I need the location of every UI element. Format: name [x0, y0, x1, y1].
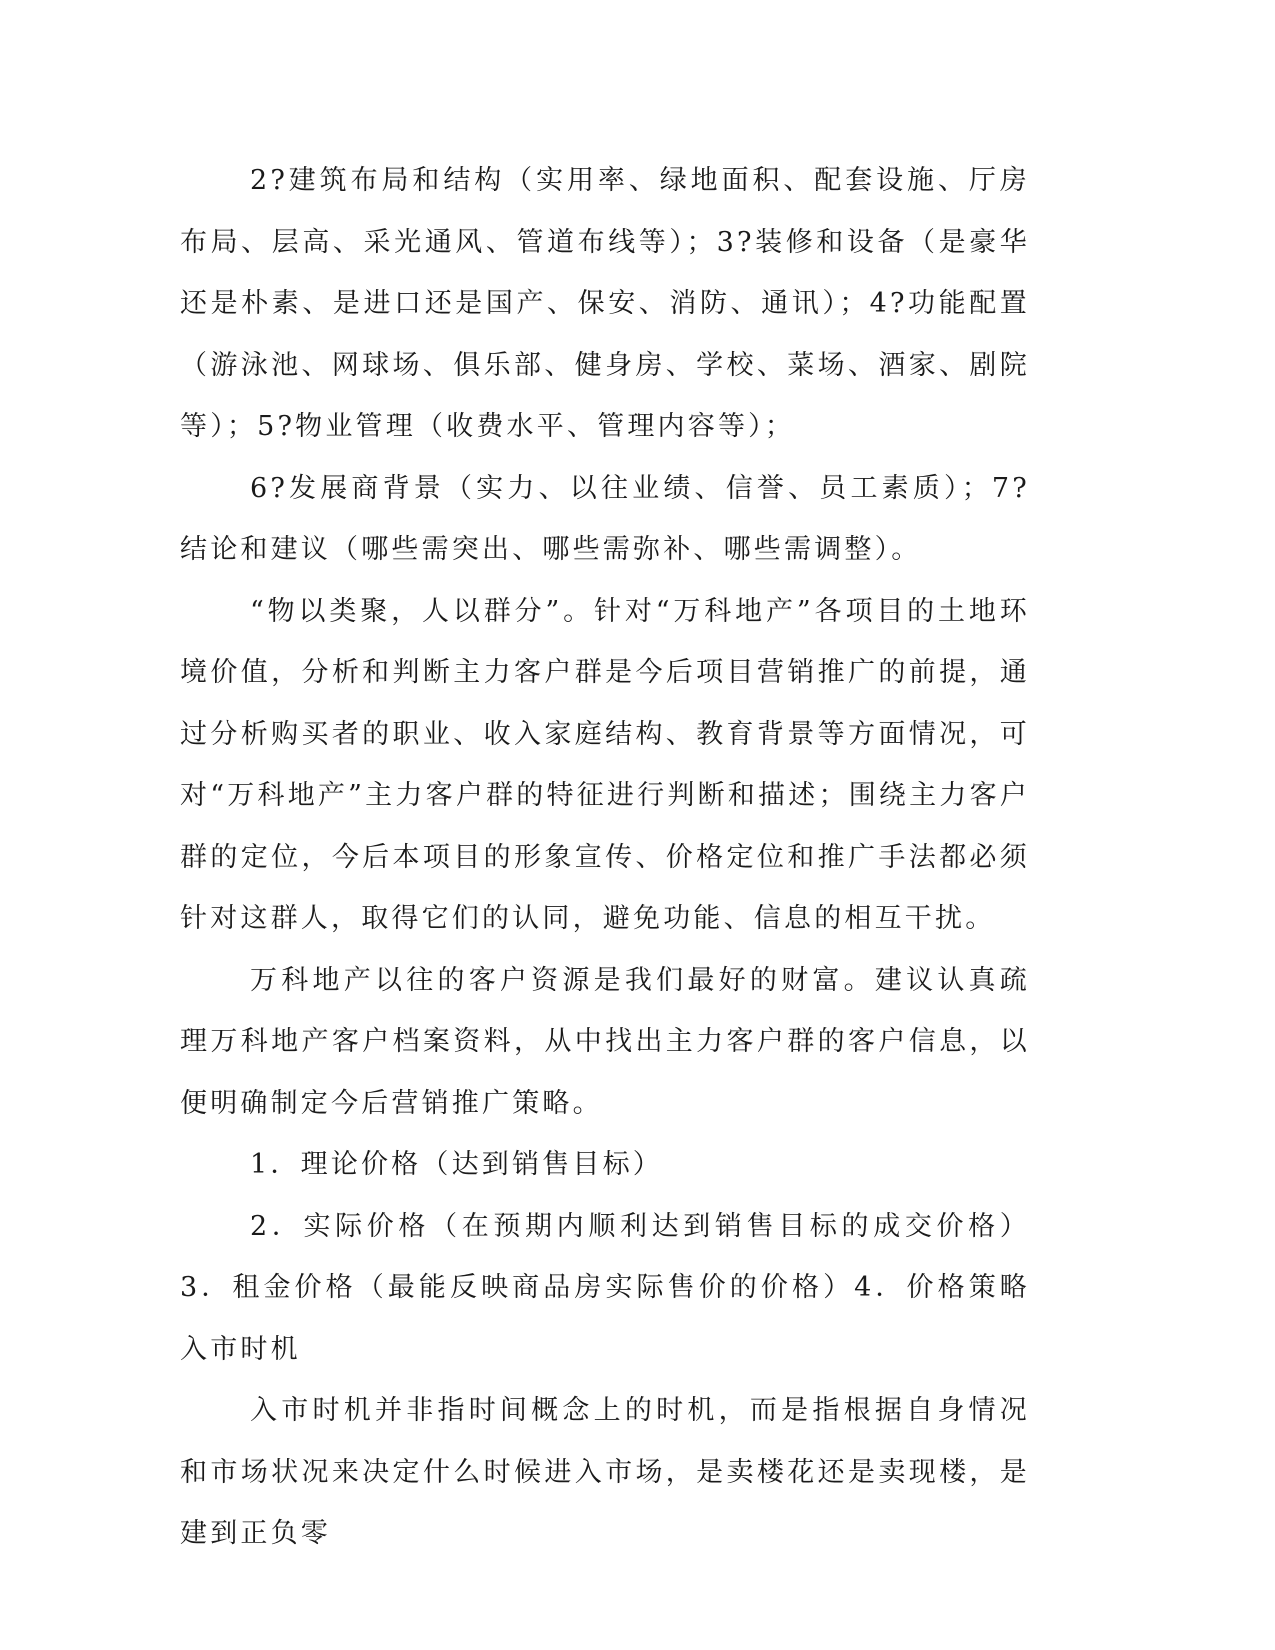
document-page — [180, 150, 1030, 1565]
paragraph-developer-background: 6?发展商背景（实力、以往业绩、信誉、员工素质）；7?结论和建议（哪些需突出、哪些需弥补、哪些需调整）。 — [180, 472, 1030, 565]
paragraph-building-layout: 2?建筑布局和结构（实用率、绿地面积、配套设施、厅房布局、层高、采光通风、管道布线等）；3?装修和设备（是豪华还是朴素、是进口还是国产、保安、消防、通讯）；4?功能配置（游泳池、网球场、俱乐部、健身房、学校、菜场、酒家、剧院等）；5?物业管理（收费水平、管理内容等）； — [180, 165, 1030, 442]
paragraph-customer-resources: 万科地产以往的客户资源是我们最好的财富。建议认真疏理万科地产客户档案资料，从中找出主力客户群的客户信息，以便明确制定今后营销推广策略。 — [180, 964, 1030, 1119]
paragraph-actual-price: 2．实际价格（在预期内顺利达到销售目标的成交价格）3．租金价格（最能反映商品房实际售价的价格）4．价格策略入市时机 — [180, 1210, 1030, 1365]
paragraph-market-entry: 入市时机并非指时间概念上的时机，而是指根据自身情况和市场状况来决定什么时候进入市场，是卖楼花还是卖现楼，是建到正负零 — [180, 1395, 1030, 1549]
paragraph-theoretical-price: 1．理论价格（达到销售目标） — [250, 1149, 663, 1180]
paragraph-target-customers: “物以类聚，人以群分”。针对“万科地产”各项目的土地环境价值，分析和判断主力客户群是今后项目营销推广的前提，通过分析购买者的职业、收入家庭结构、教育背景等方面情况，可对“万科地产”主力客户群的特征进行判断和描述；围绕主力客户群的定位，今后本项目的形象宣传、价格定位和推广手法都必须针对这群人，取得它们的认同，避免功能、信息的相互干扰。 — [180, 595, 1030, 934]
